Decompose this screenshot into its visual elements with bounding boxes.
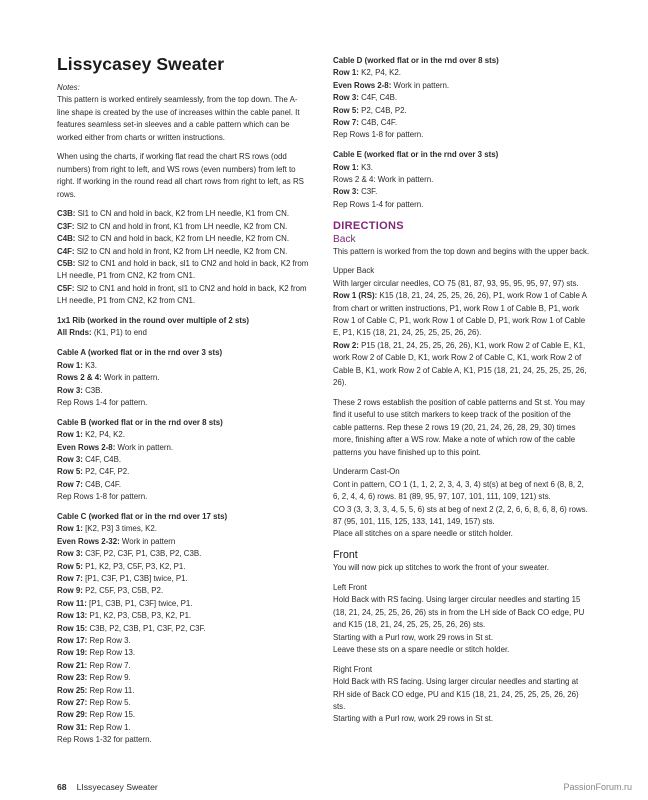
spacer: [57, 308, 309, 315]
instruction-key: Rows 2 & 4:: [57, 373, 102, 383]
instruction-text: Work in pattern.: [391, 80, 450, 90]
instruction-text: Work in pattern.: [115, 442, 174, 452]
spacer: [57, 144, 309, 151]
paragraph: Hold Back with RS facing. Using larger circular needles and starting at RH side of Back CO edge, PU and K15 (18, 21, 24, 25, 25, 25, 26, 26) sts.: [333, 677, 579, 711]
spacer: [333, 459, 591, 466]
instruction-text: K15 (18, 21, 24, 25, 25, 26, 26), P1, work Row 1 of Cable A from chart or written instructions, P1, work Row 1 of Cable B, P1, work Row 1 of Cable C, P1, work Row 1 of Cable D, P1, work Row 1 of Cable E, P1, K15 (18, 21, 24, 25, 25, 25, 26, 26).: [333, 291, 587, 338]
section-heading: Right Front: [333, 664, 373, 674]
paragraph: Rep Rows 1-8 for pattern.: [333, 130, 424, 140]
instruction-key: Row 11:: [57, 598, 87, 608]
instruction-line: [57, 246, 309, 258]
instruction-line: [57, 258, 309, 283]
footer-title: LIssyecasey Sweater: [76, 782, 158, 792]
paragraph: This pattern is worked entirely seamlessly, from the top down. The A-line shape is created by the use of increases within the cable panel. It features seamless set-in sleeves and a cable pattern which can be worked either from charts or written instructions.: [57, 95, 300, 142]
instruction-line: [57, 598, 309, 610]
section-heading: Underarm Cast-On: [333, 467, 400, 477]
instruction-line: [57, 561, 309, 573]
spacer: [333, 258, 591, 265]
instruction-key: Row 1:: [57, 524, 83, 534]
instruction-key: Row 1:: [57, 360, 83, 370]
instruction-text: C3F.: [358, 187, 378, 197]
instruction-key: Row 7:: [57, 573, 83, 583]
front-heading: Front: [333, 549, 358, 562]
instruction-line: [57, 672, 309, 684]
paragraph: Leave these sts on a spare needle or stitch holder.: [333, 644, 510, 654]
instruction-line: [57, 479, 309, 491]
instruction-line: [57, 360, 309, 372]
section-heading: Cable D (worked flat or in the rnd over 8 sts): [333, 56, 499, 65]
spacer: [57, 340, 309, 347]
instruction-text: C4F, C4B.: [358, 93, 398, 103]
instruction-text: (K1, P1) to end: [91, 328, 147, 338]
instruction-key: Even Rows 2-8:: [57, 442, 116, 452]
paragraph: With larger circular needles, CO 75 (81, 87, 93, 95, 95, 95, 97, 97) sts.: [333, 278, 579, 288]
instruction-key: Row 1:: [333, 68, 359, 78]
paragraph: Cont in pattern, CO 1 (1, 1, 2, 2, 3, 4, 3, 4) st(s) at beg of next 6 (8, 8, 2, 6, 2, 4, 4, 6) rows. 81 (89, 95, 97, 107, 101, 111, 109, 121) sts.: [333, 479, 584, 502]
instruction-line: [57, 385, 309, 397]
instruction-key: Row 15:: [57, 623, 88, 633]
instruction-line: [57, 585, 309, 597]
instruction-key: Even Rows 2-8:: [333, 80, 392, 90]
instruction-key: All Rnds:: [57, 328, 92, 338]
paragraph: This pattern is worked from the top down and begins with the upper back.: [333, 246, 590, 256]
left-column: [57, 82, 309, 747]
instruction-key: Row 21:: [57, 660, 88, 670]
instruction-line: [333, 105, 591, 117]
instruction-key: Row 7:: [57, 479, 83, 489]
instruction-key: Row 5:: [333, 105, 359, 115]
instruction-line: [57, 208, 309, 220]
spacer: [333, 575, 591, 582]
paragraph: These 2 rows establish the position of cable patterns and St st. You may find it useful to use stitch markers to keep track of the position of the cable patterns. Rep these 2 rows 19 (20, 21, 24, 26, 28, 29, 30) times more, finishing after a WS row. Make a note of which row of the cable patterns you have finished up to this point.: [333, 397, 585, 457]
paragraph: Rows 2 & 4: Work in pattern.: [333, 175, 434, 185]
section-heading: Upper Back: [333, 266, 375, 276]
instruction-text: Sl2 to CN1 and hold in back, sl1 to CN2 and hold in back, K2 from LH needle, P1 from CN2, K2 from CN1.: [57, 259, 309, 281]
instruction-key: C3B:: [57, 209, 76, 219]
instruction-text: P2, C5F, P3, C5B, P2.: [82, 586, 164, 596]
instruction-key: Row 13:: [57, 611, 88, 621]
instruction-text: P15 (18, 21, 24, 25, 25, 26, 26), K1, work Row 2 of Cable E, K1, work Row 2 of Cable D, K1, work Row 2 of Cable C, K1, work Row 2 of Cable B, K1, work Row 2 of Cable A, K1, P15 (18, 21, 24, 25, 25, 25, 26, 26).: [333, 340, 587, 388]
instruction-text: P1, K2, P3, C5B, P3, K2, P1.: [87, 611, 192, 621]
spacer: [333, 390, 591, 397]
instruction-key: Row 25:: [57, 685, 88, 695]
instruction-text: K3.: [358, 162, 373, 172]
paragraph: Rep Rows 1-4 for pattern.: [57, 397, 148, 407]
paragraph: Starting with a Purl row, work 29 rows in St st.: [333, 632, 494, 642]
spacer: [333, 656, 591, 663]
instruction-key: Row 17:: [57, 636, 88, 645]
instruction-line: [57, 573, 309, 585]
instruction-key: Row 29:: [57, 710, 88, 720]
instruction-text: Rep Row 5.: [87, 698, 131, 708]
instruction-key: Row 5:: [57, 561, 83, 571]
instruction-text: Rep Row 15.: [87, 710, 136, 720]
paragraph: Starting with a Purl row, work 29 rows in St st.: [333, 714, 494, 724]
instruction-text: C4B, C4F.: [82, 479, 122, 489]
instruction-key: Row 1:: [57, 430, 83, 440]
paragraph: Rep Rows 1-4 for pattern.: [333, 199, 424, 209]
instruction-key: Row 3:: [57, 549, 83, 559]
instruction-line: [57, 548, 309, 560]
spacer: [57, 504, 309, 511]
instruction-text: P2, C4B, P2.: [358, 105, 407, 115]
instruction-line: [333, 290, 591, 340]
instruction-text: C3B.: [82, 385, 103, 395]
spacer: [57, 201, 309, 208]
instruction-line: [333, 92, 591, 104]
instruction-text: [P1, C3B, P1, C3F] twice, P1.: [86, 598, 193, 608]
instruction-line: [57, 523, 309, 535]
instruction-key: Row 31:: [57, 722, 88, 732]
instruction-text: Rep Row 13.: [87, 648, 136, 658]
instruction-key: Even Rows 2-32:: [57, 536, 120, 546]
instruction-text: Sl2 to CN1 and hold in front, sl1 to CN2 and hold in back, K2 from LH needle, P1 from CN2, K2 from CN1.: [57, 283, 307, 306]
section-heading: Cable B (worked flat or in the rnd over 8 sts): [57, 417, 223, 427]
spacer: [57, 409, 309, 416]
instruction-key: C5F:: [57, 283, 75, 293]
paragraph: CO 3 (3, 3, 3, 3, 4, 5, 5, 6) sts at beg of next 2 (2, 2, 6, 6, 8, 6, 8, 6) rows. 87 (95, 101, 115, 125, 133, 141, 149, 157) sts.: [333, 504, 588, 526]
instruction-text: C3F, P2, C3F, P1, C3B, P2, C3B.: [82, 549, 202, 559]
instruction-text: C4B, C4F.: [358, 118, 398, 128]
instruction-text: Sl2 to CN and hold in front, K1 from LH needle, K2 from CN.: [74, 221, 288, 231]
instruction-key: Row 23:: [57, 673, 88, 683]
instruction-line: [57, 635, 309, 647]
instruction-line: [57, 372, 309, 384]
instruction-key: C4F:: [57, 246, 75, 256]
paragraph: When using the charts, if working flat read the chart RS rows (odd numbers) from right to left, and WS rows (even numbers) from left to right. If working in the round read all chart rows from right to left, as RS rows.: [57, 152, 304, 199]
instruction-key: C5B:: [57, 259, 76, 269]
instruction-line: [57, 454, 309, 466]
instruction-key: Row 9:: [57, 586, 83, 596]
instruction-key: Row 5:: [57, 467, 83, 477]
instruction-line: [57, 536, 309, 548]
instruction-key: Row 27:: [57, 698, 88, 708]
paragraph: Hold Back with RS facing. Using larger circular needles and starting 15 (18, 21, 24, 25, 25, 26, 26) sts in from the LH side of Back CO edge, PU and K15 (18, 21, 24, 25, 25, 25, 26, 26) sts.: [333, 595, 585, 630]
paragraph: Rep Rows 1-32 for pattern.: [57, 735, 152, 745]
instruction-text: P1, K2, P3, C5F, P3, K2, P1.: [82, 561, 186, 571]
instruction-line: [57, 327, 309, 339]
instruction-key: Row 3:: [57, 385, 83, 395]
instruction-line: [57, 623, 309, 635]
page-title: Lissycasey Sweater: [57, 54, 225, 74]
instruction-key: Row 1:: [333, 162, 359, 172]
instruction-text: K2, P4, K2.: [358, 68, 401, 78]
section-heading: Cable E (worked flat or in the rnd over 3 sts): [333, 150, 499, 160]
instruction-text: Sl1 to CN and hold in back, K2 from LH needle, K1 from CN.: [75, 209, 290, 219]
section-heading: Cable A (worked flat or in the rnd over 3 sts): [57, 348, 223, 358]
instruction-line: [57, 697, 309, 709]
instruction-line: [57, 466, 309, 478]
instruction-line: [57, 685, 309, 697]
spacer: [333, 211, 591, 218]
instruction-line: [333, 80, 591, 92]
instruction-line: [57, 610, 309, 622]
paragraph: Place all stitches on a spare needle or stitch holder.: [333, 529, 513, 539]
instruction-text: Work in pattern: [119, 536, 176, 546]
instruction-text: K3.: [82, 360, 97, 370]
instruction-line: [333, 186, 591, 198]
instruction-text: Rep Row 11.: [87, 685, 135, 695]
instruction-line: [57, 660, 309, 672]
instruction-line: [57, 233, 309, 245]
instruction-text: Rep Row 9.: [87, 673, 131, 683]
instruction-line: [57, 283, 309, 308]
instruction-text: K2, P4, K2.: [82, 430, 125, 440]
instruction-key: Row 2:: [333, 340, 359, 350]
instruction-text: Rep Row 7.: [87, 660, 131, 670]
instruction-text: Sl2 to CN and hold in front, K2 from LH needle, K2 from CN.: [74, 246, 288, 256]
instruction-text: Rep Row 1.: [87, 722, 131, 732]
instruction-key: C4B:: [57, 234, 76, 244]
instruction-line: [57, 722, 309, 734]
section-heading: Cable C (worked flat or in the rnd over 17 sts): [57, 511, 228, 521]
instruction-key: C3F:: [57, 221, 75, 231]
instruction-text: C3B, P2, C3B, P1, C3F, P2, C3F.: [87, 623, 206, 633]
instruction-line: [57, 429, 309, 441]
section-heading: 1x1 Rib (worked in the round over multiple of 2 sts): [57, 316, 250, 326]
instruction-line: [57, 442, 309, 454]
paragraph: You will now pick up stitches to work the front of your sweater.: [333, 563, 549, 573]
instruction-key: Row 3:: [57, 454, 83, 464]
instruction-line: [333, 340, 591, 390]
instruction-line: [57, 709, 309, 721]
instruction-key: Row 1 (RS):: [333, 291, 378, 301]
instruction-key: Row 19:: [57, 648, 88, 658]
instruction-text: [K2, P3] 3 times, K2.: [82, 524, 157, 534]
right-column: [333, 55, 591, 726]
instruction-text: Sl2 to CN and hold in back, K2 from LH needle, K2 from CN.: [75, 234, 290, 244]
spacer: [333, 541, 591, 548]
instruction-text: Work in pattern.: [101, 373, 160, 383]
instruction-text: C4F, C4B.: [82, 454, 122, 464]
page-number: 68: [57, 782, 67, 792]
section-heading: Left Front: [333, 582, 367, 592]
instruction-line: [333, 162, 591, 174]
instruction-text: [P1, C3F, P1, C3B] twice, P1.: [82, 573, 188, 583]
instruction-key: Row 7:: [333, 118, 359, 128]
notes-label: Notes:: [57, 83, 80, 92]
instruction-key: Row 3:: [333, 187, 359, 197]
instruction-text: P2, C4F, P2.: [82, 467, 130, 477]
directions-heading: DIRECTIONS: [333, 219, 404, 232]
paragraph: Rep Rows 1-8 for pattern.: [57, 492, 148, 502]
instruction-line: [57, 647, 309, 659]
watermark: PassionForum.ru: [563, 782, 632, 792]
instruction-key: Row 3:: [333, 93, 359, 103]
instruction-text: Rep Row 3.: [87, 636, 131, 645]
page-footer: [57, 782, 158, 792]
back-heading: Back: [333, 233, 356, 245]
instruction-line: [333, 67, 591, 79]
spacer: [333, 142, 591, 149]
instruction-line: [333, 117, 591, 129]
instruction-line: [57, 221, 309, 233]
